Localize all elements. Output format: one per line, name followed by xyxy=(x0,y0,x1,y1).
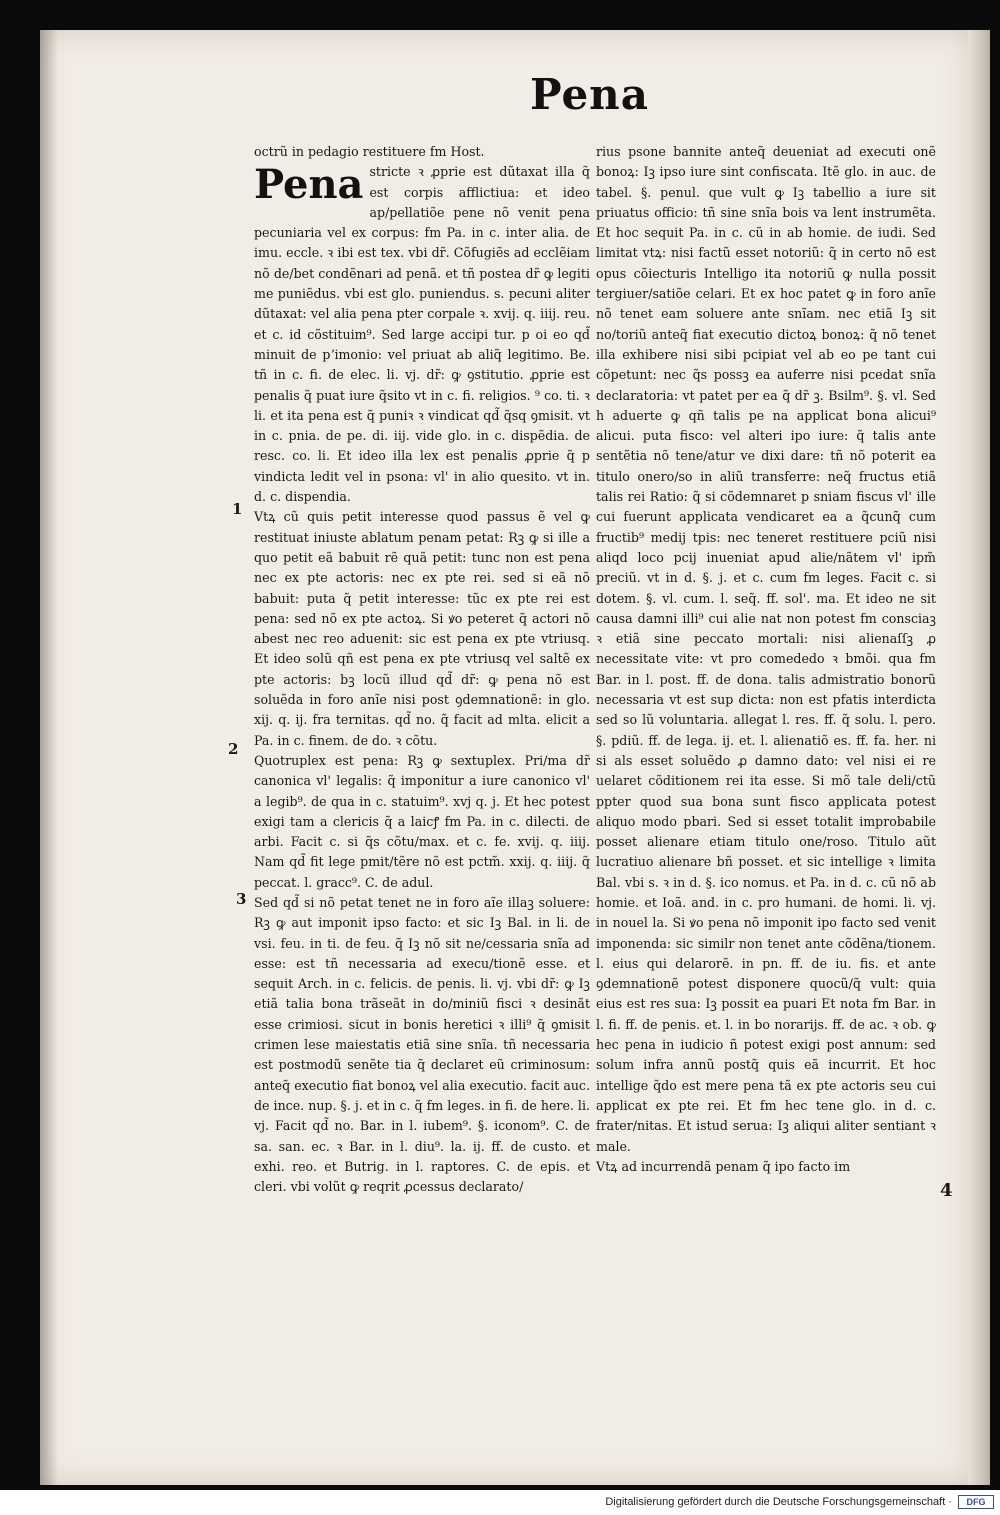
footer-credit: Digitalisierung gefördert durch die Deutsche Forschungsgemeinschaft · xyxy=(0,1490,1000,1515)
gutter-shadow xyxy=(40,30,58,1485)
right-column xyxy=(596,142,936,1177)
margin-number: 1 xyxy=(232,500,243,518)
left-column xyxy=(254,142,590,1197)
catchword-number: 4 xyxy=(940,1180,953,1201)
margin-number: 3 xyxy=(236,890,247,908)
margin-number: 2 xyxy=(228,740,239,758)
left-paragraph: Quotruplex est pena: Rꝫ ꝙ sextuplex. Pri/ma dr̃ canonica vl' legalis: q̃ imponitur a iure canonico vl' a legib⁹. de qua in c. statuim⁹. xvj q. j. Et hec potest exigi tam a clericis q̃ a laicꝭ fm Pa. in c. dilecti. de arbi. Facit c. si q̃s cõtu/max. et c. fe. xvij. q. iiij. Nam qd̃ fit lege pmit/tẽre nõ est pctm̃. xxij. q. iiij. q̃ peccat. l. gracc⁹. C. de adul. xyxy=(254,752,590,890)
page-edge xyxy=(968,30,990,1485)
left-paragraph: Vtꝝ cũ quis petit interesse quod passus ẽ vel ꝙ restituat iniuste ablatum penam petat: Rꝫ ꝙ si ille a quo petit eã babuit rẽ quã petit: tunc non est pena nec ex pte actoris: nec ex pte rei. sed si eã nõ babuit: puta q̃ petit interesse: tũc ex pte rei est pena: sed nõ ex pte actoꝝ. Si ꝟo peteret q̃ actori nõ abest nec reo aduenit: sic est pena ex pte vtriusq. Et ideo solũ qñ est pena ex pte vtriusq vel saltẽ ex pte actoris: bꝫ locũ illud qd̃ dr̃: ꝙ pena nõ est soluẽda in foro anĩe nisi post ꝯdemnationẽ: in glo. xij. q. ij. fra ternitas. qd̃ no. q̃ facit ad mlta. elicit a Pa. in c. finem. de do. ꝛ cõtu. xyxy=(254,509,590,748)
dfg-logo: DFG xyxy=(958,1495,994,1509)
drop-cap: Pena xyxy=(254,161,364,209)
left-paragraph: stricte ꝛ ꝓprie est dũtaxat illa q̃ est corpis afflictiua: et ideo ap/pellatiõe pene nõ venit pena pecuniaria vel ex corpus: fm Pa. in c. inter alia. de imu. eccle. ꝛ ibi est tex. vbi dr̃. Cõfugiẽs ad ecclẽiam nõ de/bet condẽnari ad penã. et tñ postea dr̃ ꝙ legiti me puniẽdus. vbi est glo. puniendus. s. pecuni aliter dũtaxat: vel alia pena pter corpale ꝛ. xvij. q. iiij. reu. et c. id cõstituim⁹. Sed large accipi tur. p oi eo qd̃ minuit de pʼimonio: vel priuat ab aliq̃ legitimo. Be. tñ in c. fi. de elec. li. vj. dr̃: ꝙ ꝯstitutio. ꝓprie est penalis q̃ puat iure q̃sito vt in c. fi. religios. ⁹ co. ti. ꝛ li. et ita pena est q̃ puniꝛ ꝛ vindicat qd̃ q̃sq ꝯmisit. vt in c. pnia. de pe. di. iij. vide glo. in c. dispẽdia. de resc. co. li. Et ideo illa lex est penalis ꝓprie q̃ p vindicta ledit vel in psona: vl' in alio quesito. vt in. d. c. dispendia. xyxy=(254,164,590,505)
left-first-line: octrũ in pedagio restituere fm Host. xyxy=(254,144,485,159)
left-paragraph: Sed qd̃ si nõ petat tenet ne in foro aĩe illaꝫ soluere: Rꝫ ꝙ aut imponit ipso facto: et sic Iꝫ Bal. in li. de vsi. feu. in ti. de feu. q̃ Iꝫ nõ sit ne/cessaria snĩa ad esse: est tñ necessaria ad execu/tionẽ esse. et sequit Arch. in c. felicis. de penis. li. vj. vbi dr̃: ꝙ Iꝫ etiã talia bona trãseãt in do/miniũ fisci ꝛ desinãt esse crimiosi. sicut in bonis heretici ꝛ illi⁹ q̃ ꝯmisit crimen lese maiestatis etiã sine snĩa. tñ necessaria est postmodũ senẽte tia q̃ declaret eũ criminosum: anteq̃ executio fiat bonoꝝ vel alia executio. facit auc. de ince. nup. §. j. et in c. q̃ fm leges. in fi. de here. li. vj. Facit qd̃ no. Bar. in l. iubem⁹. §. iconom⁹. C. de sa. san. ec. ꝛ Bar. in l. diu⁹. la. ij. ff. de custo. et exhi. reo. et Butrig. in l. raptores. C. de epis. et cleri. vbi volũt ꝙ reqrit ꝓcessus declarato/ xyxy=(254,894,590,1195)
running-head: Pena xyxy=(530,70,649,119)
right-paragraph: Vtꝝ ad incurrendã penam q̃ ipo facto im xyxy=(596,1158,851,1174)
right-paragraph: rius psone bannite anteq̃ deueniat ad executi onẽ bonoꝝ: Iꝫ ipso iure sint confiscata. Itẽ glo. in auc. de tabel. §. penul. que vult ꝙ Iꝫ tabellio a iure sit priuatus officio: tñ sine snĩa bois va lent instrumẽta. Et hoc sequit Pa. in c. cũ in ab homie. de iudi. Sed limitat vtꝝ: nisi factũ esset notoriũ: q̃ in certo nõ est opus cõiecturis Intelligo ita notoriũ ꝙ nulla possit tergiuer/satiõe celari. Et ex hoc patet ꝙ in foro anĩe nõ tenet eam soluere ante snĩam. nec etiã Iꝫ sit no/toriũ anteq̃ fiat executio dictoꝝ bonoꝝ: q̃ nõ tenet illa exhibere nisi sibi pcipiat vel ab eo pe tant cui cõpetunt: nec q̃s possꝫ ea auferre nisi pcedat snĩa declaratoria: vt patet per ea q̃ dr̃ ꝫ. Bsilm⁹. §. vl. Sed h aduerte ꝙ qñ talis pe na applicat bona alicui⁹ alicui. puta fisco: vel alteri ipo iure: q̃ talis ante sentẽtia nõ tene/atur ve dixi dare: tñ nõ poterit ea titulo onero/so in aliũ transferre: neq̃ fructus etiã talis rei Ratio: q̃ si cõdemnaret p sniam fiscus vl' ille cui fuerunt applicata vendicaret ea a q̃cunq̃ cum fructib⁹ medij tpis: nec teneret restituere pciũ nisi aliqd loco pcij inueniat apud alie/nãtem vl' ipm̃ preciũ. vt in d. §. j. et c. cum fm leges. Facit c. si dotem. §. vl. cum. l. seq̃. ff. sol'. ma. Et ideo ne sit causa damni illi⁹ cui alie nat non potest fm consciaꝫ ꝛ etiã sine peccato mortali: nisi alienaſſꝫ ꝓ necessitate vite: vt pro comededo ꝛ bmõi. qua fm Bar. in l. post. ff. de dona. talis admistratio bonorũ necessaria vt est sup dicta: non est pfatis interdicta sed so lũ voluntaria. allegat l. res. ff. q̃ solu. l. pero. §. pdiũ. ff. de lega. ij. et. l. alienatiõ es. ff. fa. her. ni si als esset soluẽdo ꝓ damno dato: vel nisi ei re uelaret cõditionem rei ita esse. Si mõ tale deli/ctũ ppter quod sua bona sunt fisco applicata potest aliquo modo pbari. Sed si esset totalit improbabile posset alienare etiam titulo one/roso. Titulo aũt lucratiuo alienare bñ posset. et sic intellige ꝛ limita Bal. vbi s. ꝛ in d. §. ico nomus. et Pa. in d. c. cũ nõ ab homie. et Ioã. and. in c. pro humani. de homi. li. vj. in nouel la. Si ꝟo pena nõ imponit ipo facto sed venit imponenda: sic similr non tenet ante cõdẽna/tionem. l. eius qui delarorẽ. in pn. ff. de iu. fis. et ante ꝯdemnationẽ potest disponere quocũ/q̃ vult: quia eius est res sua: Iꝫ possit ea puari Et nota fm Bar. in l. fi. ff. de penis. et. l. in bo norarijs. ff. de ac. ꝛ ob. ꝙ hec pena in iudicio ñ potest exigi post annum: sed solum infra annũ postq̃ quis eã incurrit. Et hoc intellige q̃do est mere pena tã ex pte actoris seu cui applicat ex pte rei. Et fm hec tene glo. in d. c. frater/nitas. Et istud serua: Iꝫ aliqui aliter sentiant ꝛ male. xyxy=(596,144,936,1154)
